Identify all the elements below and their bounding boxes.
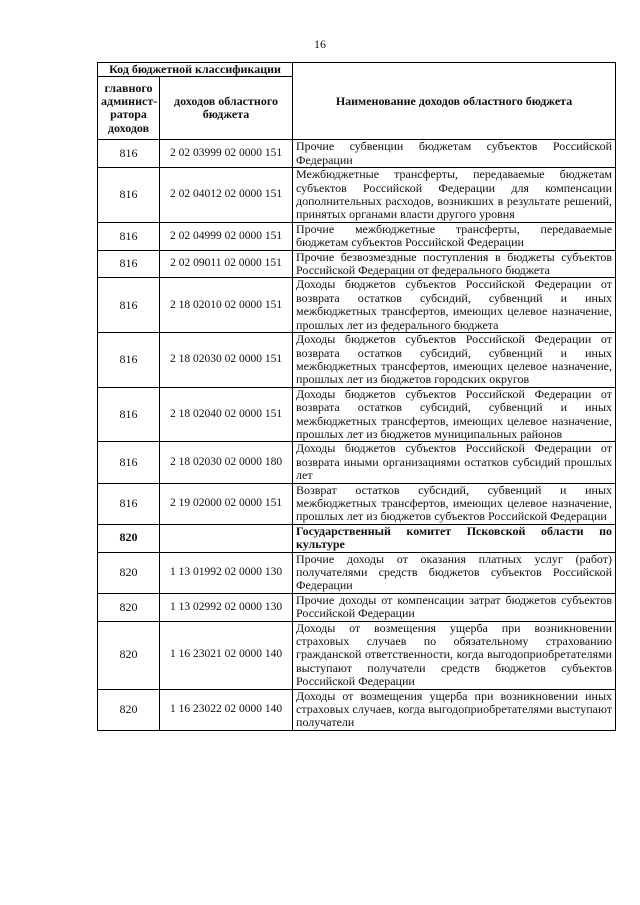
- revenue-code-cell: 2 02 09011 02 0000 151: [160, 250, 293, 278]
- revenue-code-cell: 1 13 01992 02 0000 130: [160, 552, 293, 593]
- admin-code-cell: 816: [98, 140, 160, 168]
- revenue-name-cell: Межбюджетные трансферты, передаваемые бюджетам субъектов Российской Федерации для компенсации дополнительных расходов, возникших в результате решений, принятых органами власти другого уровня: [293, 168, 616, 223]
- revenue-name-cell: Доходы бюджетов субъектов Российской Федерации от возврата остатков субсидий, субвенций и иных межбюджетных трансфертов, имеющих целевое назначение, прошлых лет из бюджетов муниципальных районов: [293, 387, 616, 442]
- table-row: [98, 168, 616, 223]
- admin-code-cell: 816: [98, 333, 160, 388]
- revenue-name-cell: Прочие субвенции бюджетам субъектов Российской Федерации: [293, 140, 616, 168]
- table-row: [98, 689, 616, 730]
- revenue-name-cell: Доходы бюджетов субъектов Российской Федерации от возврата иными организациями остатков субсидий прошлых лет: [293, 442, 616, 483]
- admin-code-cell: 816: [98, 250, 160, 278]
- header-classification-code: Код бюджетной классификации: [98, 63, 293, 77]
- table-row: [98, 621, 616, 689]
- revenue-code-cell: 2 02 04012 02 0000 151: [160, 168, 293, 223]
- table-row: [98, 222, 616, 250]
- section-row: [98, 524, 616, 552]
- revenue-name-cell: Прочие безвозмездные поступления в бюджеты субъектов Российской Федерации от федерального бюджета: [293, 250, 616, 278]
- page-number: 16: [314, 37, 326, 51]
- table-row: [98, 333, 616, 388]
- table-row: [98, 442, 616, 483]
- revenue-name-cell: Доходы от возмещения ущерба при возникновении иных страховых случаев, когда выгодоприобретателями выступают получатели: [293, 689, 616, 730]
- revenue-name-cell: Государственный комитет Псковской области по культуре: [293, 524, 616, 552]
- revenue-code-cell: [160, 524, 293, 552]
- admin-code-cell: 820: [98, 524, 160, 552]
- admin-code-cell: 816: [98, 442, 160, 483]
- revenue-name-cell: Возврат остатков субсидий, субвенций и иных межбюджетных трансфертов, имеющих целевое назначение, прошлых лет из бюджетов субъектов Российской Федерации: [293, 483, 616, 524]
- admin-code-cell: 816: [98, 222, 160, 250]
- revenue-code-cell: 2 18 02030 02 0000 180: [160, 442, 293, 483]
- revenue-code-cell: 2 02 04999 02 0000 151: [160, 222, 293, 250]
- header-regional-revenue: доходов областного бюджета: [160, 77, 293, 140]
- revenue-name-cell: Доходы бюджетов субъектов Российской Федерации от возврата остатков субсидий, субвенций и иных межбюджетных трансфертов, имеющих целевое назначение, прошлых лет из бюджетов городских округов: [293, 333, 616, 388]
- revenue-code-cell: 1 13 02992 02 0000 130: [160, 593, 293, 621]
- admin-code-cell: 816: [98, 387, 160, 442]
- admin-code-cell: 820: [98, 552, 160, 593]
- revenue-name-cell: Прочие доходы от компенсации затрат бюджетов субъектов Российской Федерации: [293, 593, 616, 621]
- table-row: [98, 593, 616, 621]
- admin-code-cell: 816: [98, 483, 160, 524]
- revenue-code-cell: 2 18 02040 02 0000 151: [160, 387, 293, 442]
- revenue-name-cell: Прочие межбюджетные трансферты, передаваемые бюджетам субъектов Российской Федерации: [293, 222, 616, 250]
- revenue-name-cell: Доходы бюджетов субъектов Российской Федерации от возврата остатков субсидий, субвенций и иных межбюджетных трансфертов, имеющих целевое назначение, прошлых лет из федерального бюджета: [293, 278, 616, 333]
- revenue-code-cell: 2 18 02030 02 0000 151: [160, 333, 293, 388]
- revenue-name-cell: Прочие доходы от оказания платных услуг (работ) получателями средств бюджетов субъектов Российской Федерации: [293, 552, 616, 593]
- admin-code-cell: 816: [98, 278, 160, 333]
- admin-code-cell: 820: [98, 689, 160, 730]
- table-row: [98, 278, 616, 333]
- revenue-name-cell: Доходы от возмещения ущерба при возникновении страховых случаев по обязательному страхованию гражданской ответственности, когда выгодоприобретателями выступают получатели средств бюджетов субъектов Российской Федерации: [293, 621, 616, 689]
- budget-classification-table: [97, 62, 616, 731]
- table-body: [98, 140, 616, 730]
- table-row: [98, 140, 616, 168]
- revenue-code-cell: 2 02 03999 02 0000 151: [160, 140, 293, 168]
- revenue-code-cell: 2 19 02000 02 0000 151: [160, 483, 293, 524]
- table-row: [98, 483, 616, 524]
- table-row: [98, 387, 616, 442]
- admin-code-cell: 820: [98, 593, 160, 621]
- revenue-code-cell: 2 18 02010 02 0000 151: [160, 278, 293, 333]
- revenue-code-cell: 1 16 23021 02 0000 140: [160, 621, 293, 689]
- admin-code-cell: 816: [98, 168, 160, 223]
- table-row: [98, 552, 616, 593]
- header-chief-administrator: главного админист-ратора доходов: [98, 77, 160, 140]
- revenue-code-cell: 1 16 23022 02 0000 140: [160, 689, 293, 730]
- header-revenue-name: Наименование доходов областного бюджета: [293, 63, 616, 140]
- admin-code-cell: 820: [98, 621, 160, 689]
- table-row: [98, 250, 616, 278]
